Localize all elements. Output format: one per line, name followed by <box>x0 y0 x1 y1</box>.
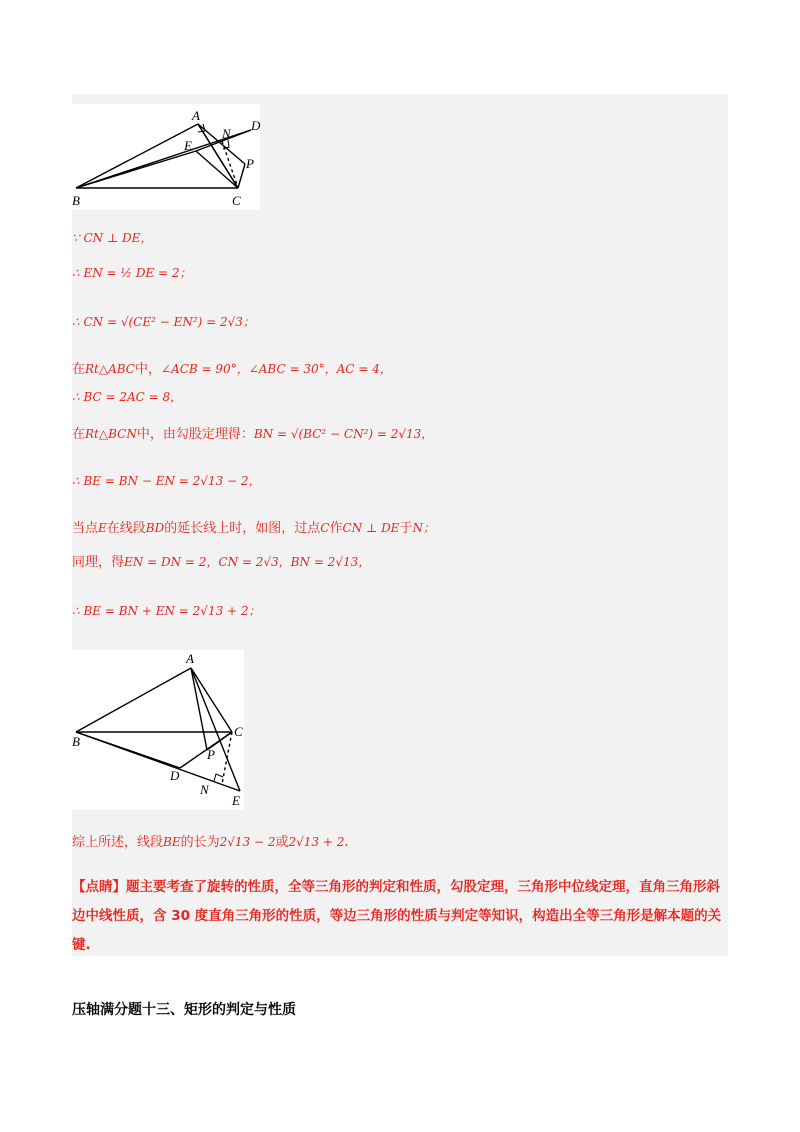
label-n2: N <box>200 782 209 797</box>
solution-line-8: 当点E在线段BD的延长线上时，如图，过点C作CN ⊥ DE于N； <box>72 521 435 536</box>
geometry-figure-1 <box>72 104 260 210</box>
geometry-figure-2 <box>72 650 244 810</box>
solution-line-2: ∴ EN = ½ DE = 2； <box>72 266 192 280</box>
solution-line-6: 在Rt△BCN中，由勾股定理得：BN = √(BC² − CN²) = 2√13， <box>72 427 434 442</box>
label-p: P <box>246 156 254 171</box>
label-a2: A <box>186 651 194 666</box>
label-e2: E <box>232 793 240 808</box>
solution-line-1: ∵ CN ⊥ DE， <box>72 231 153 245</box>
label-d: D <box>251 118 260 133</box>
label-b2: B <box>72 734 80 749</box>
solution-line-7: ∴ BE = BN − EN = 2√13 − 2， <box>72 474 261 488</box>
label-p2: P <box>207 747 215 762</box>
label-e: E <box>184 138 192 153</box>
label-n: N <box>222 126 231 141</box>
label-d2: D <box>170 768 180 783</box>
solution-line-5: ∴ BC = 2AC = 8， <box>72 390 183 404</box>
solution-line-9: 同理，得EN = DN = 2，CN = 2√3，BN = 2√13， <box>72 555 371 570</box>
solution-line-3: ∴ CN = √(CE² − EN²) = 2√3； <box>72 315 255 329</box>
solution-conclusion: 综上所述，线段BE的长为2√13 − 2或2√13 + 2. <box>72 835 349 850</box>
label-a: A <box>192 108 200 123</box>
section-heading: 压轴满分题十三、矩形的判定与性质 <box>72 1002 296 1018</box>
solution-line-10: ∴ BE = BN + EN = 2√13 + 2； <box>72 604 261 618</box>
key-point-note: 【点睛】题主要考查了旋转的性质，全等三角形的判定和性质，勾股定理，三角形中位线定理，直角三角形斜边中线性质，含 30 度直角三角形的性质，等边三角形的性质与判定等知识，构造出全等三角形是解本题的关键. <box>72 879 722 953</box>
label-b: B <box>72 193 80 208</box>
label-c: C <box>232 193 241 208</box>
solution-line-4: 在Rt△ABC中，∠ACB = 90°，∠ABC = 30°，AC = 4， <box>72 362 392 377</box>
label-c2: C <box>234 724 243 739</box>
